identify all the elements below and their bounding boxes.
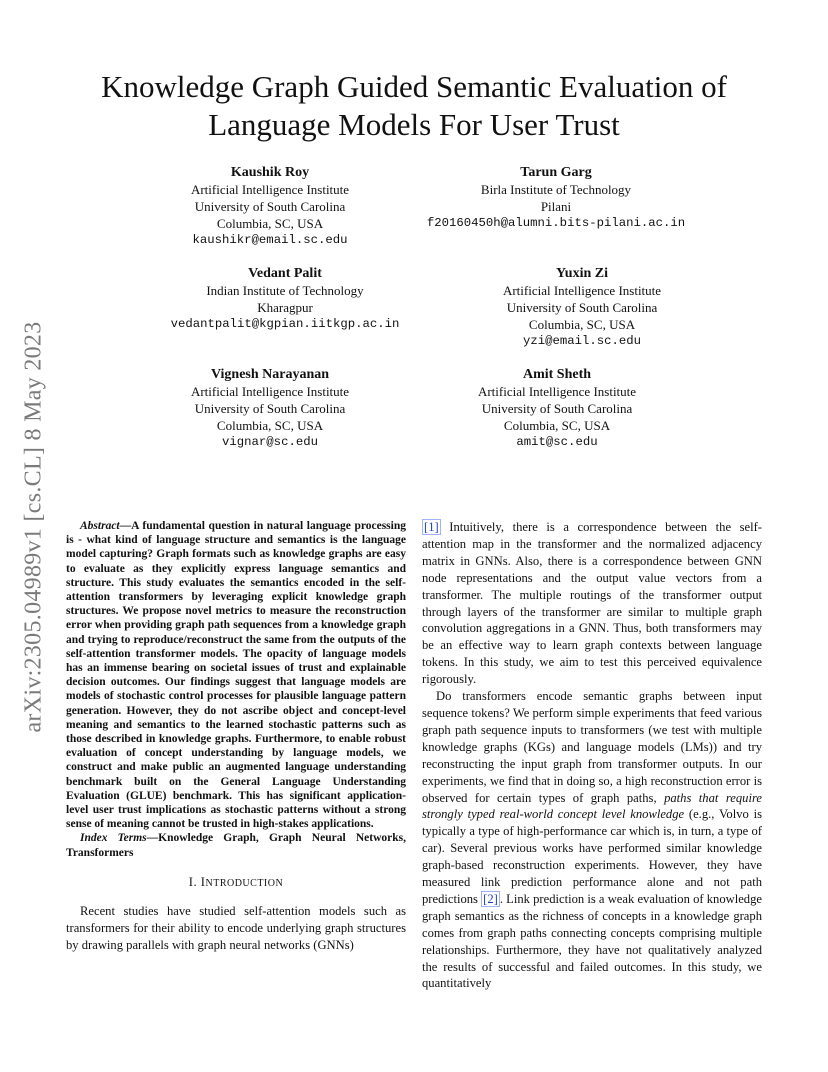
author-affiliation: Columbia, SC, USA [503,418,611,433]
author-affiliation: Artificial Intelligence Institute [190,182,350,197]
paragraph-text: . Link prediction is a weak evaluation of knowledge graph semantics as the richness of concepts in a knowledge graph comes from graph paths connecting concepts comprising multiple relationships. Furthermore, they have not qualitatively analyzed the results of successful and failed outcomes. In this study, we quantitatively [422,891,762,991]
arxiv-sidebar [10,300,58,755]
abstract-text: —A fundamental question in natural language processing is - what kind of language structure and semantics is the language model capturing? Graph formats such as knowledge graphs are easy to evaluate as they explicitly express language semantics and structure. This study evaluates the semantics encoded in the self-attention transformers by leveraging explicit knowledge graph structures. We propose novel metrics to measure the reconstruction error when providing graph path sequences from a knowledge graph and trying to reproduce/reconstruct the same from the outputs of the self-attention transformer models. The opacity of language models has an immense bearing on societal issues of trust and explainable decision outcomes. Our findings suggest that language models are models of stochastic control processes for plausible language pattern generation. However, they do not ascribe object and concept-level meaning and semantics to the learned stochastic patterns such as those described in knowledge graphs. Furthermore, to enable robust evaluation of concept understanding by language models, we construct and make public an augmented language understanding benchmark built on the General Language Understanding Evaluation (GLUE) benchmark. This has significant application-level user trust implications as stochastic patterns without a strong sense of meaning cannot be trusted in high-stakes applications. [66,520,406,831]
intro-paragraph-continued [422,519,762,688]
author-email[interactable]: vignar@sc.edu [222,435,318,449]
section-heading [66,874,406,893]
author-name: Vignesh Narayanan [210,367,330,382]
author-affiliation: Columbia, SC, USA [216,418,324,433]
author-affiliation: Artificial Intelligence Institute [190,384,350,399]
author-block [140,366,400,451]
paragraph-text: (e.g., Volvo is typically a type of high-performance car which is, in turn, a type of car). Several previous works have performed similar knowledge graph-based reconstruction experiments. However, they have measured link prediction performance alone and not path predictions [422,807,762,906]
author-email[interactable]: amit@sc.edu [516,435,598,449]
author-affiliation: Artificial Intelligence Institute [502,283,662,298]
intro-paragraph [422,688,762,992]
author-name: Kaushik Roy [230,165,310,180]
author-affiliation: University of South Carolina [481,401,633,416]
index-terms-label: Index Terms [80,832,147,845]
author-block [140,265,430,333]
paper-title: Knowledge Graph Guided Semantic Evaluation of Language Models For User Trust [101,69,727,142]
author-block [452,265,712,350]
author-email[interactable]: vedantpalit@kgpian.iitkgp.ac.in [170,317,400,331]
index-terms [66,831,406,859]
paragraph-text: Intuitively, there is a correspondence between the self-attention map in the transformer and the normalized adjacency matrix in GNNs. Also, there is a correspondence between GNN node representations and the output value vectors from a transformer. The multiple routings of the transformer output through layers of the transformer are similar to multiple graph convolution aggregations in a GNN. Thus, both transformers may be an effective way to learn graph contexts between language tokens. In this study, we aim to test this perceived equivalence rigorously. [422,520,762,687]
abstract-label: Abstract [80,520,120,532]
author-block [140,164,400,249]
section-first-letter: I [200,874,206,889]
arxiv-identifier: arXiv:2305.04989v1 [cs.CL] 8 May 2023 [20,321,47,733]
citation-link[interactable]: [1] [424,520,439,534]
author-affiliation: Artificial Intelligence Institute [477,384,637,399]
paragraph-text: Do transformers encode semantic graphs between input sequence tokens? We perform simple experiments that feed various graph path sequence inputs to transformers (we test with multiple knowledge graphs (KGs) and language models (LMs)) and try reconstructing the input graph from transformer outputs. In our experiments, we find that in doing so, a high reconstruction error is observed for certain types of graph paths, [422,689,762,805]
author-email[interactable]: kaushikr@email.sc.edu [192,233,348,247]
section-number: I. [188,874,198,889]
left-column [66,519,406,954]
author-affiliation: Columbia, SC, USA [528,317,636,332]
author-affiliation: Pilani [540,199,572,214]
author-block [396,164,716,232]
author-affiliation: University of South Carolina [506,300,658,315]
author-name: Amit Sheth [522,367,592,382]
author-email[interactable]: yzi@email.sc.edu [522,334,642,348]
author-name: Tarun Garg [520,165,592,180]
right-column [422,519,762,992]
author-affiliation: University of South Carolina [194,199,346,214]
author-block [427,366,687,451]
section-title-rest: NTRODUCTION [205,877,284,889]
author-name: Vedant Palit [248,266,322,281]
author-affiliation: Birla Institute of Technology [480,182,632,197]
author-email[interactable]: f20160450h@alumni.bits-pilani.ac.in [426,216,686,230]
emphasized-text: paths that require strongly typed real-world concept level knowledge [422,790,762,822]
author-affiliation: Indian Institute of Technology [206,283,364,298]
index-terms-text: —Knowledge Graph, Graph Neural Networks, Transformers [66,832,406,859]
intro-paragraph: Recent studies have studied self-attention models such as transformers for their ability to encode underlying graph structures by drawing parallels with graph neural networks (GNNs) [66,903,406,952]
author-affiliation: Kharagpur [257,300,313,315]
author-affiliation: University of South Carolina [194,401,346,416]
citation-link[interactable]: [2] [483,891,498,906]
abstract [66,519,406,831]
author-affiliation: Columbia, SC, USA [216,216,324,231]
author-name: Yuxin Zi [555,266,608,281]
